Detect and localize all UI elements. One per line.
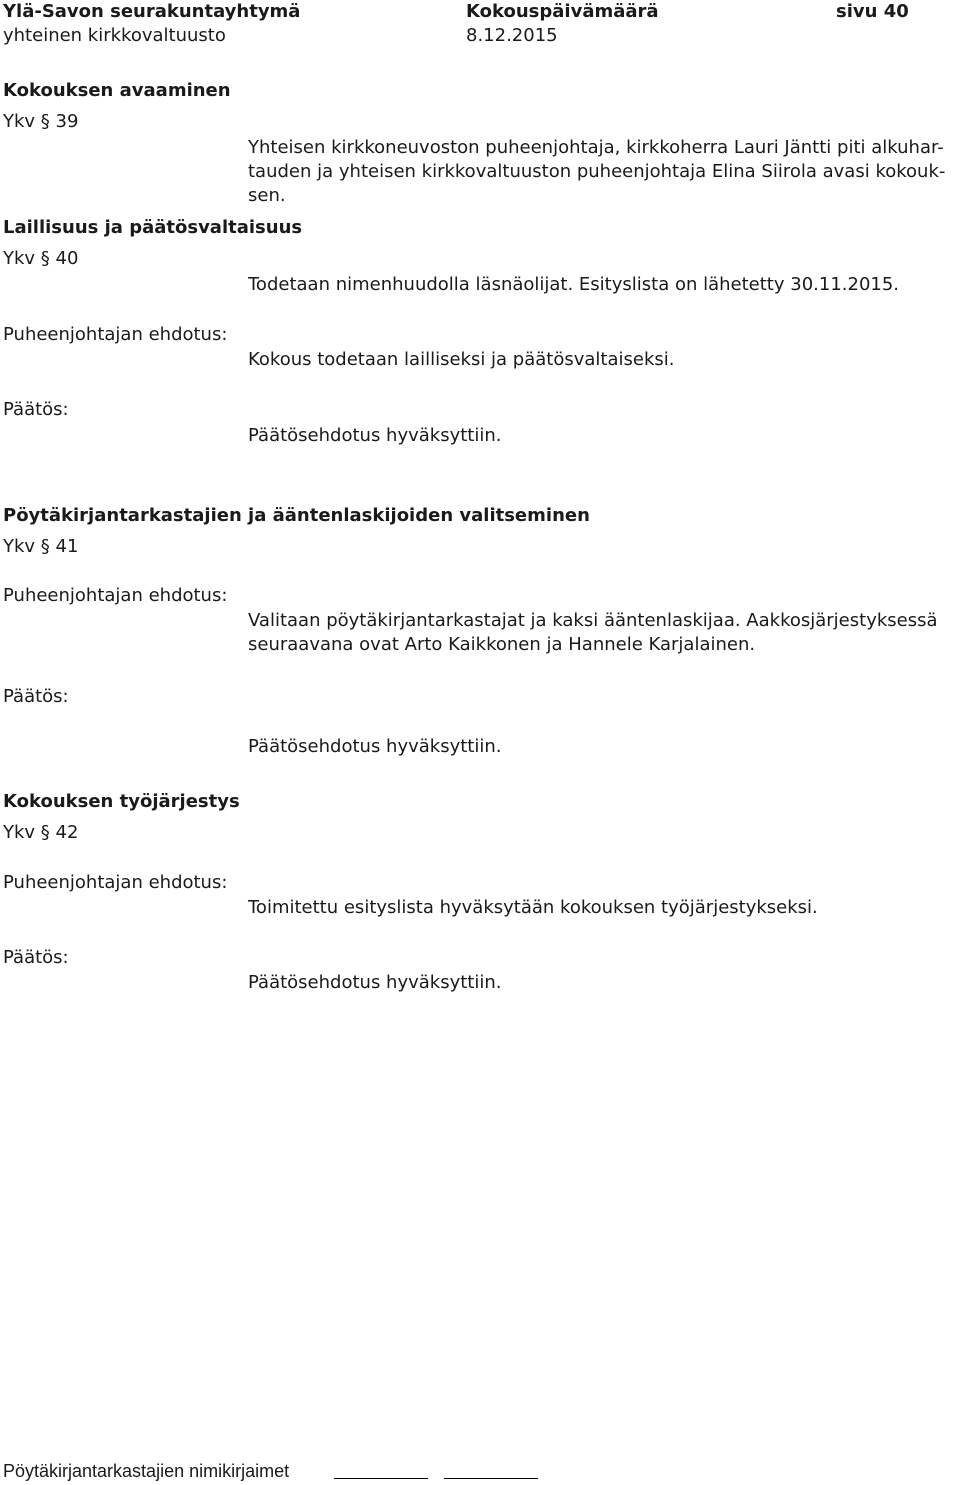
proposal-label-42: Puheenjohtajan ehdotus: (3, 872, 228, 893)
section-number-39: Ykv § 39 (3, 111, 79, 132)
section-number-40: Ykv § 40 (3, 248, 79, 269)
section-title-40: Laillisuus ja päätösvaltaisuus (3, 217, 303, 238)
section-title-41: Pöytäkirjantarkastajien ja ääntenlaskijoiden valitseminen (3, 505, 590, 526)
proposal-text-42: Toimitettu esityslista hyväksytään kokouksen työjärjestykseksi. (248, 897, 818, 918)
proposal-label-40: Puheenjohtajan ehdotus: (3, 324, 228, 345)
decision-text-42: Päätösehdotus hyväksyttiin. (248, 972, 502, 993)
page-number: sivu 40 (836, 1, 909, 22)
proposal-text-40: Kokous todetaan lailliseksi ja päätösvaltaiseksi. (248, 349, 675, 370)
decision-text-41: Päätösehdotus hyväksyttiin. (248, 736, 502, 757)
proposal-text-41: Valitaan pöytäkirjantarkastajat ja kaksi ääntenlaskijaa. Aakkosjärjestyksessä seuraavana ovat Arto Kaikkonen ja Hannele Karjalainen. (248, 610, 938, 655)
proposal-label-41: Puheenjohtajan ehdotus: (3, 585, 228, 606)
signature-line-1 (334, 1478, 428, 1479)
section-title-42: Kokouksen työjärjestys (3, 791, 240, 812)
section-text-39: Yhteisen kirkkoneuvoston puheenjohtaja, kirkkoherra Lauri Jäntti piti alkuhar-tauden ja yhteisen kirkkovaltuuston puheenjohtaja Elina Siirola avasi kokouk-sen. (248, 137, 946, 206)
organization-name: Ylä-Savon seurakuntayhtymä (3, 1, 301, 22)
decision-label-41: Päätös: (3, 686, 69, 707)
section-number-42: Ykv § 42 (3, 822, 79, 843)
decision-label-42: Päätös: (3, 947, 69, 968)
meeting-body: yhteinen kirkkovaltuusto (3, 25, 226, 46)
meeting-date: 8.12.2015 (466, 25, 558, 46)
section-text-40: Todetaan nimenhuudolla läsnäolijat. Esityslista on lähetetty 30.11.2015. (248, 274, 900, 295)
section-title-39: Kokouksen avaaminen (3, 80, 231, 101)
meeting-date-label: Kokouspäivämäärä (466, 1, 659, 22)
decision-label-40: Päätös: (3, 399, 69, 420)
decision-text-40: Päätösehdotus hyväksyttiin. (248, 425, 502, 446)
signature-label: Pöytäkirjantarkastajien nimikirjaimet (3, 1461, 290, 1481)
section-number-41: Ykv § 41 (3, 536, 79, 557)
signature-line-2 (444, 1478, 538, 1479)
